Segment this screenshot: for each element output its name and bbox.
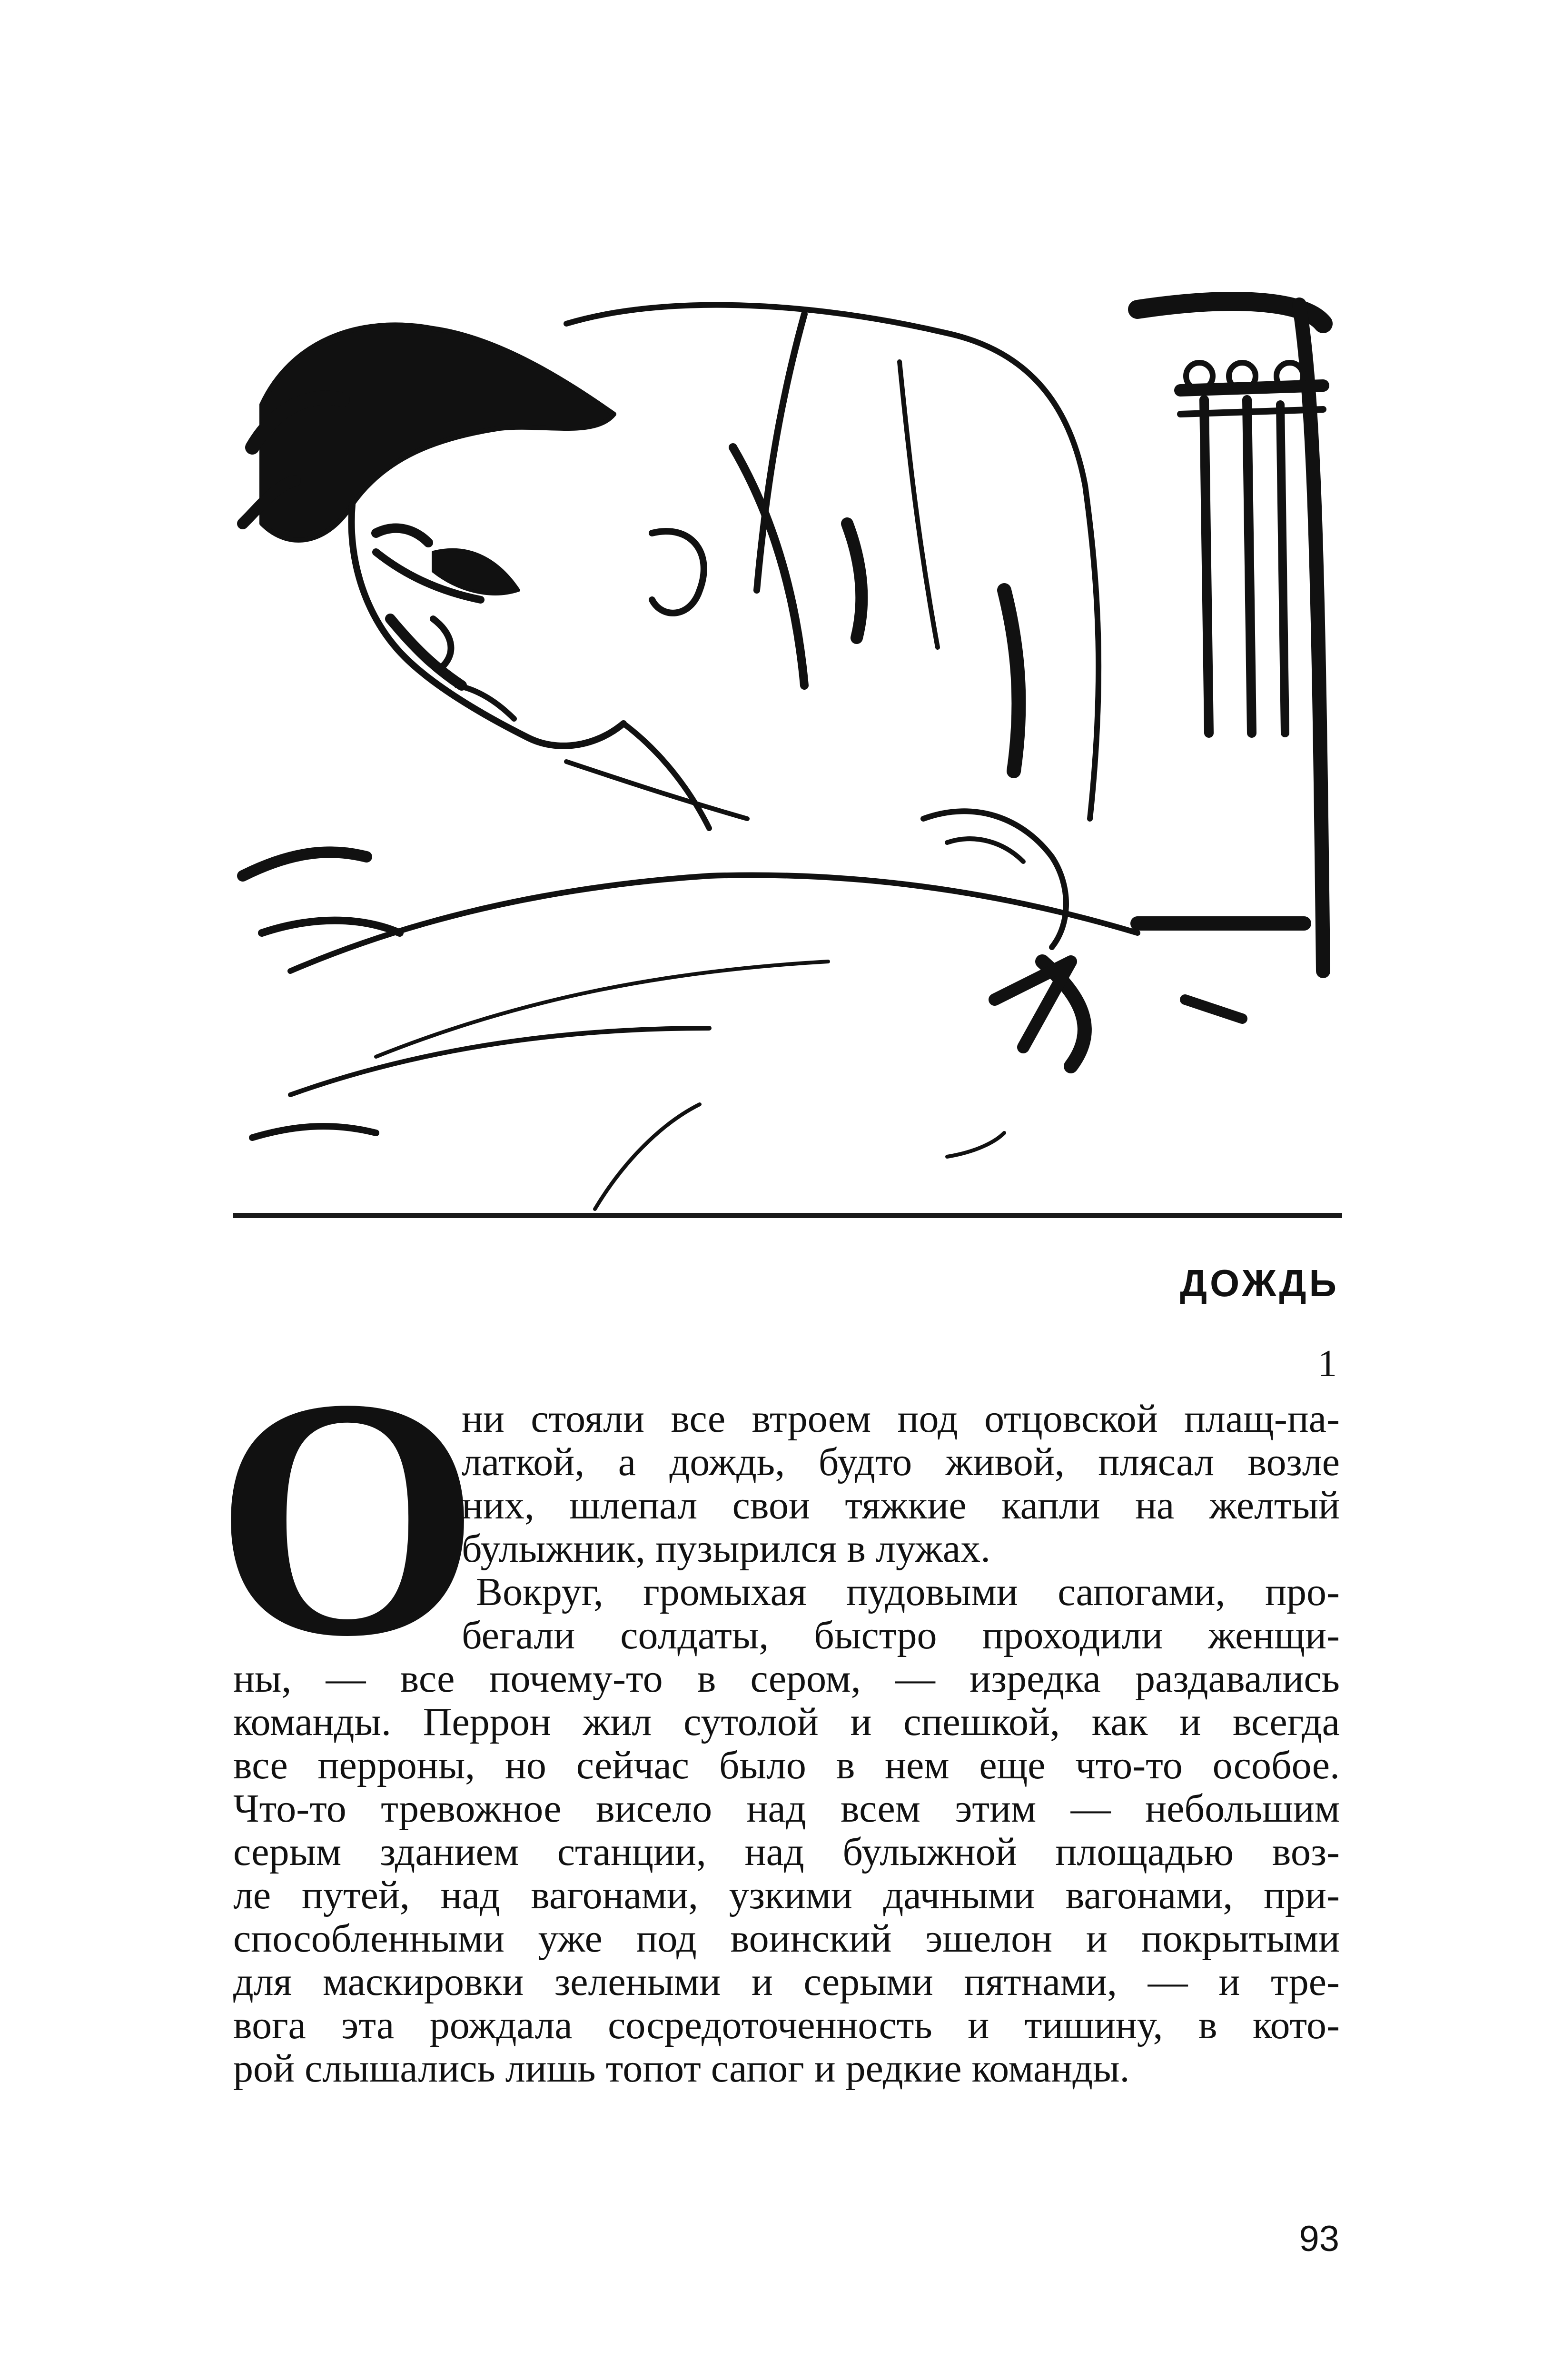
text-line: ны, — все почему-то в сером, — изредка раздавались (233, 1656, 1340, 1701)
blanket-outline (290, 875, 1138, 972)
text-line: них, шлепал свои тяжкие капли на желтый (462, 1483, 1340, 1527)
text-line: все перроны, но сейчас было в нем еще что-то особое. (233, 1743, 1340, 1787)
text-line: для маскировки зелеными и серыми пятнами, — и тре- (233, 1960, 1340, 2004)
chapter-title: ДОЖДЬ (1180, 1262, 1339, 1304)
text-line: ни стояли все втроем под отцовской плащ-па- (462, 1397, 1340, 1441)
text-line: способленными уже под воинский эшелон и покрытыми (233, 1916, 1340, 1961)
text-line: Вокруг, громыхая пудовыми сапогами, про- (476, 1570, 1340, 1614)
text-line: булыжник, пузырился в лужах. (462, 1527, 991, 1571)
text-line: Что-то тревожное висело над всем этим — небольшим (233, 1786, 1340, 1831)
text-line: команды. Перрон жил сутолой и спешкой, как и всегда (233, 1700, 1340, 1744)
text-line: латкой, а дождь, будто живой, плясал возле (462, 1440, 1340, 1484)
text-line: серым зданием станции, над булыжной площадью воз- (233, 1830, 1340, 1874)
text-line: рой слышались лишь топот сапог и редкие команды. (233, 2046, 1130, 2091)
chapter-number: 1 (1318, 1343, 1337, 1385)
ear-shape (652, 531, 704, 613)
horizontal-rule (233, 1213, 1342, 1218)
body-text (233, 1397, 1340, 2090)
text-line: бегали солдаты, быстро проходили женщи- (462, 1613, 1340, 1657)
drop-cap-glyph: О (214, 1327, 481, 1707)
page-number: 93 (1299, 2219, 1339, 2259)
hair-shape (262, 325, 614, 540)
man-lying-in-bed-illustration (233, 257, 1342, 1214)
text-line: ле путей, над вагонами, узкими дачными вагонами, при- (233, 1873, 1340, 1917)
text-line: вога эта рождала сосредоточенность и тишину, в кото- (233, 2003, 1340, 2047)
